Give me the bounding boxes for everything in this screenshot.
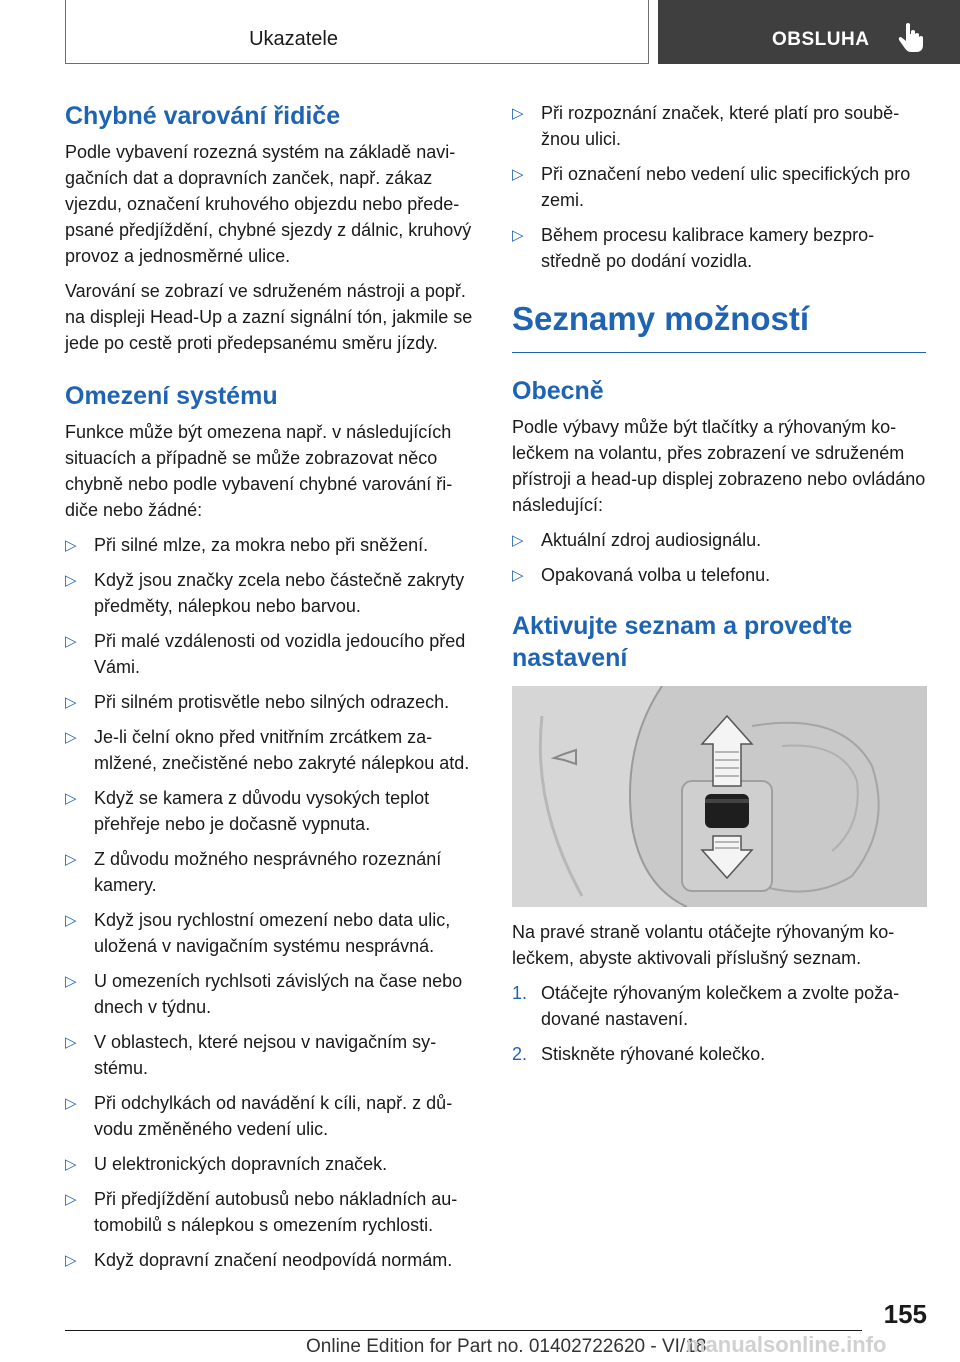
step-number: 1.	[512, 983, 528, 1003]
hand-pointer-icon	[898, 22, 924, 52]
section-title-general: Obecně	[512, 377, 604, 405]
footer-divider	[65, 1330, 862, 1331]
triangle-bullet-icon: ▷	[65, 729, 77, 746]
list-item: ▷ Při předjíždění autobusů nebo nákladních automobilů s nálepkou s omezením rychlosti.	[65, 1189, 458, 1235]
list-item: ▷ Při malé vzdálenosti od vozidla jedoucího před Vámi.	[65, 631, 466, 677]
steps-list	[512, 980, 926, 1067]
list-item: ▷ Při odchylkách od navádění k cíli, např. z důvodu změněného vedení ulic.	[65, 1093, 453, 1139]
triangle-bullet-icon: ▷	[65, 1034, 77, 1051]
step-item: 2. Stiskněte rýhované kolečko.	[512, 1041, 926, 1067]
limits-list	[65, 532, 479, 1273]
paragraph: Varování se zobrazí ve sdruženém nástroji a popř. na displeji Head-Up a zazní signální tón, jakmile se jede po cestě proti předepsanému směru jízdy.	[65, 281, 473, 353]
header-chapter-tab	[658, 0, 960, 64]
triangle-bullet-icon: ▷	[512, 567, 524, 584]
section-title-activate-list: Aktivujte seznam a proveďte nastavení	[512, 612, 853, 672]
triangle-bullet-icon: ▷	[65, 790, 77, 807]
triangle-bullet-icon: ▷	[65, 1095, 77, 1112]
list-item: ▷ U omezeních rychlsoti závislých na čase nebo dnech v týdnu.	[65, 971, 463, 1017]
triangle-bullet-icon: ▷	[65, 912, 77, 929]
triangle-bullet-icon: ▷	[65, 1156, 77, 1173]
list-item: ▷ Aktuální zdroj audiosignálu.	[512, 527, 926, 553]
triangle-bullet-icon: ▷	[512, 532, 524, 549]
list-item: ▷ Když jsou značky zcela nebo částečně zakryty předměty, nálepkou nebo barvou.	[65, 570, 465, 616]
paragraph: Funkce může být omezena např. v následujících situacích a případně se může zobrazovat něco chybně nebo podle vybavení chybné varování řidiče nebo žádné:	[65, 422, 453, 520]
triangle-bullet-icon: ▷	[512, 227, 524, 244]
page-number: 155	[883, 1299, 927, 1329]
section-title-wrong-way-warning: Chybné varování řidiče	[65, 102, 341, 130]
right-column	[512, 100, 926, 1076]
step-number: 2.	[512, 1044, 528, 1064]
triangle-bullet-icon: ▷	[65, 1191, 77, 1208]
list-item: ▷ Při označení nebo vedení ulic specifických pro zemi.	[512, 164, 911, 210]
triangle-bullet-icon: ▷	[65, 851, 77, 868]
paragraph: Na pravé straně volantu otáčejte rýhovaným kolečkem, abyste aktivovali příslušný seznam.	[512, 922, 895, 968]
steering-wheel-illustration	[512, 686, 927, 907]
list-item: ▷ Při silném protisvětle nebo silných odrazech.	[65, 689, 479, 715]
header-section-label: Ukazatele	[249, 28, 338, 50]
triangle-bullet-icon: ▷	[65, 537, 77, 554]
triangle-bullet-icon: ▷	[65, 1252, 77, 1269]
step-item: 1. Otáčejte rýhovaným kolečkem a zvolte požadované nastavení.	[512, 980, 926, 1032]
left-column	[65, 100, 479, 1282]
header-chapter-label: OBSLUHA	[772, 29, 870, 50]
triangle-bullet-icon: ▷	[512, 166, 524, 183]
general-list	[512, 527, 926, 588]
triangle-bullet-icon: ▷	[65, 694, 77, 711]
list-item: ▷ V oblastech, které nejsou v navigačním systému.	[65, 1032, 437, 1078]
triangle-bullet-icon: ▷	[512, 105, 524, 122]
list-item: ▷ Z důvodu možného nesprávného rozeznání kamery.	[65, 849, 442, 895]
header-section-tab	[65, 0, 649, 64]
list-item: ▷ U elektronických dopravních značek.	[65, 1151, 479, 1177]
footer-edition: Online Edition for Part no. 01402722620 - VI/18	[306, 1336, 707, 1357]
list-item: ▷ Opakovaná volba u telefonu.	[512, 562, 926, 588]
triangle-bullet-icon: ▷	[65, 973, 77, 990]
list-item: ▷ Je-li čelní okno před vnitřním zrcátkem zamlžené, znečistěné nebo zakryté nálepkou atd.	[65, 727, 470, 773]
triangle-bullet-icon: ▷	[65, 572, 77, 589]
limits-list-continued	[512, 100, 926, 274]
triangle-bullet-icon: ▷	[65, 633, 77, 650]
list-item: ▷ Když jsou rychlostní omezení nebo data ulic, uložená v navigačním systému nesprávná.	[65, 910, 451, 956]
list-item: ▷ Když dopravní značení neodpovídá normám.	[65, 1247, 479, 1273]
list-item: ▷ Při silné mlze, za mokra nebo při sněžení.	[65, 532, 479, 558]
list-item: ▷ Při rozpoznání značek, které platí pro souběžnou ulici.	[512, 103, 900, 149]
list-item: ▷ Během procesu kalibrace kamery bezprostředně po dodání vozidla.	[512, 225, 875, 271]
section-title-system-limits: Omezení systému	[65, 382, 278, 410]
paragraph: Podle výbavy může být tlačítky a rýhovaným kolečkem na volantu, přes zobrazení ve sdruženém přístroji a head-up displej zobrazeno nebo ovládáno následující:	[512, 417, 926, 515]
steering-wheel-thumbwheel-image	[512, 686, 927, 907]
watermark-site: manualsonline.info	[686, 1332, 887, 1357]
paragraph: Podle vybavení rozezná systém na základě navigačních dat a dopravních zanček, např. zákaz vjezdu, označení kruhového objezdu nebo předepsané předjíždění, chybné sjezdy z dálnic, kruhový provoz a jednosměrné ulice.	[65, 142, 472, 266]
list-item: ▷ Když se kamera z důvodu vysokých teplot přehřeje nebo je dočasně vypnuta.	[65, 788, 430, 834]
chapter-heading-option-lists: Seznamy možností	[512, 296, 926, 353]
